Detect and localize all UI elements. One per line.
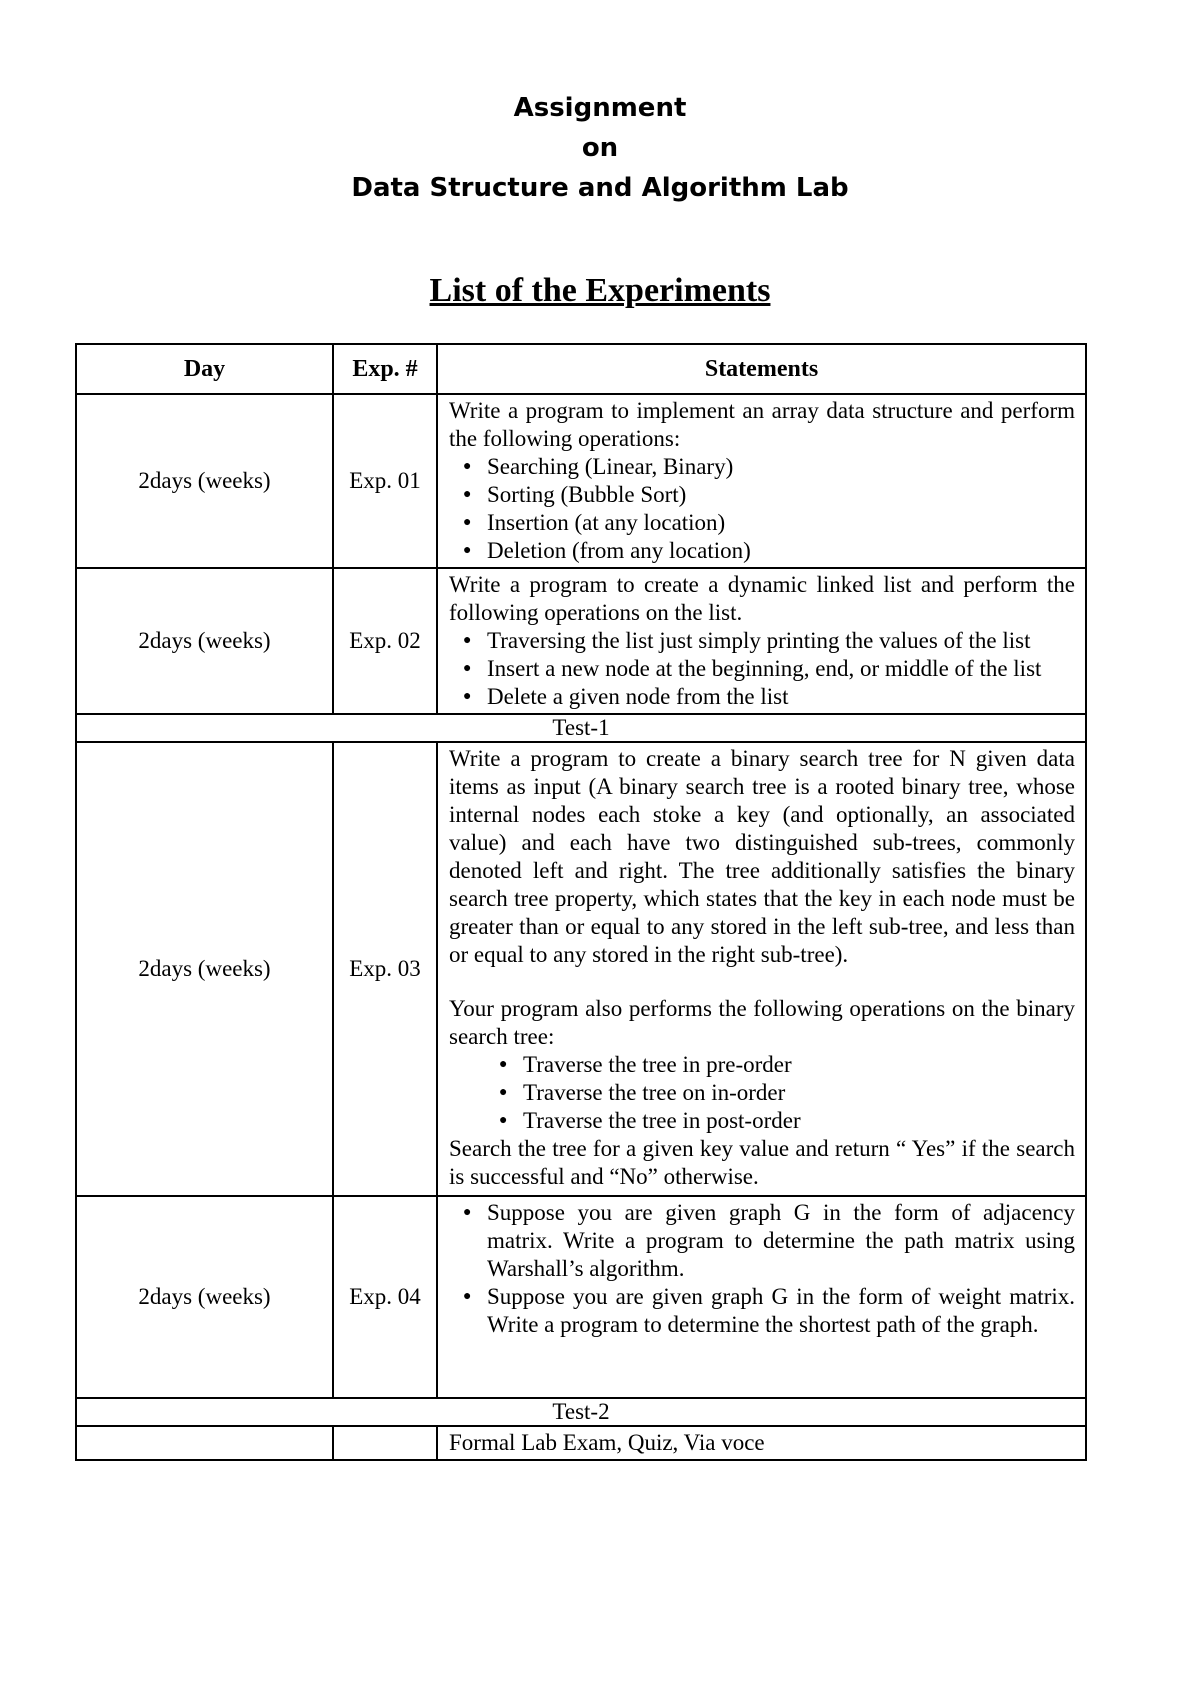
operation-list (449, 1051, 1075, 1135)
test-row (76, 1398, 1086, 1426)
exp-cell: Exp. 01 (333, 394, 437, 568)
title-line-assignment: Assignment (513, 93, 687, 123)
test-row (76, 714, 1086, 742)
operation-list (449, 1199, 1075, 1339)
statement-cell (437, 742, 1086, 1196)
list-item: ● Insertion (at any location) (487, 509, 1075, 537)
table-row (76, 394, 1086, 568)
exp-cell: Exp. 04 (333, 1196, 437, 1398)
exp-cell (333, 1426, 437, 1460)
statement-cell (437, 568, 1086, 714)
document-title (0, 88, 1200, 208)
title-line-course: Data Structure and Algorithm Lab (351, 173, 849, 203)
list-item: ● Suppose you are given graph G in the form of weight matrix. Write a program to determine the shortest path of the graph. (487, 1283, 1075, 1339)
list-item: ● Insert a new node at the beginning, end, or middle of the list (487, 655, 1075, 683)
list-item: ● Suppose you are given graph G in the form of adjacency matrix. Write a program to determine the path matrix using Warshall’s algorithm. (487, 1199, 1075, 1283)
day-cell: 2days (weeks) (76, 394, 333, 568)
list-heading: List of the Experiments (429, 272, 771, 309)
statement-outro: Search the tree for a given key value and return “ Yes” if the search is successful and “No” otherwise. (449, 1136, 1075, 1189)
table-row (76, 1426, 1086, 1460)
statement-intro-2: Your program also performs the following operations on the binary search tree: (449, 996, 1075, 1049)
list-item: ● Traverse the tree in post-order (523, 1107, 1075, 1135)
day-cell: 2days (weeks) (76, 1196, 333, 1398)
statement-intro: Write a program to create a dynamic linked list and perform the following operations on the list. (449, 572, 1075, 625)
paragraph-gap (449, 969, 1075, 995)
table-row (76, 742, 1086, 1196)
list-item: ● Delete a given node from the list (487, 683, 1075, 711)
day-cell: 2days (weeks) (76, 568, 333, 714)
header-statements: Statements (437, 344, 1086, 394)
day-cell: 2days (weeks) (76, 742, 333, 1196)
list-item: ● Sorting (Bubble Sort) (487, 481, 1075, 509)
experiments-table (75, 343, 1087, 1461)
exp-cell: Exp. 03 (333, 742, 437, 1196)
statement-intro: Write a program to implement an array data structure and perform the following operations: (449, 398, 1075, 451)
statement-cell (437, 1196, 1086, 1398)
list-item: ● Searching (Linear, Binary) (487, 453, 1075, 481)
list-item: ● Traversing the list just simply printing the values of the list (487, 627, 1075, 655)
table-row (76, 568, 1086, 714)
exp-cell: Exp. 02 (333, 568, 437, 714)
statement-cell (437, 394, 1086, 568)
test-label: Test-2 (76, 1398, 1086, 1426)
statement-intro: Write a program to create a binary search tree for N given data items as input (A binary search tree is a rooted binary tree, whose internal nodes each stoke a key (and optionally, an associated value) and each have two distinguished sub-trees, commonly denoted left and right. The tree additionally satisfies the binary search tree property, which states that the key in each node must be greater than or equal to any stored in the left sub-tree, and less than or equal to any stored in the right sub-tree). (449, 746, 1075, 967)
list-item: ● Traverse the tree in pre-order (523, 1051, 1075, 1079)
table-row (76, 1196, 1086, 1398)
header-day: Day (76, 344, 333, 394)
table-header-row (76, 344, 1086, 394)
day-cell (76, 1426, 333, 1460)
statement-cell: Formal Lab Exam, Quiz, Via voce (437, 1426, 1086, 1460)
list-item: ● Traverse the tree on in-order (523, 1079, 1075, 1107)
operation-list (449, 453, 1075, 565)
header-exp: Exp. # (333, 344, 437, 394)
test-label: Test-1 (76, 714, 1086, 742)
title-line-on: on (581, 133, 619, 163)
operation-list (449, 627, 1075, 711)
list-item: ● Deletion (from any location) (487, 537, 1075, 565)
